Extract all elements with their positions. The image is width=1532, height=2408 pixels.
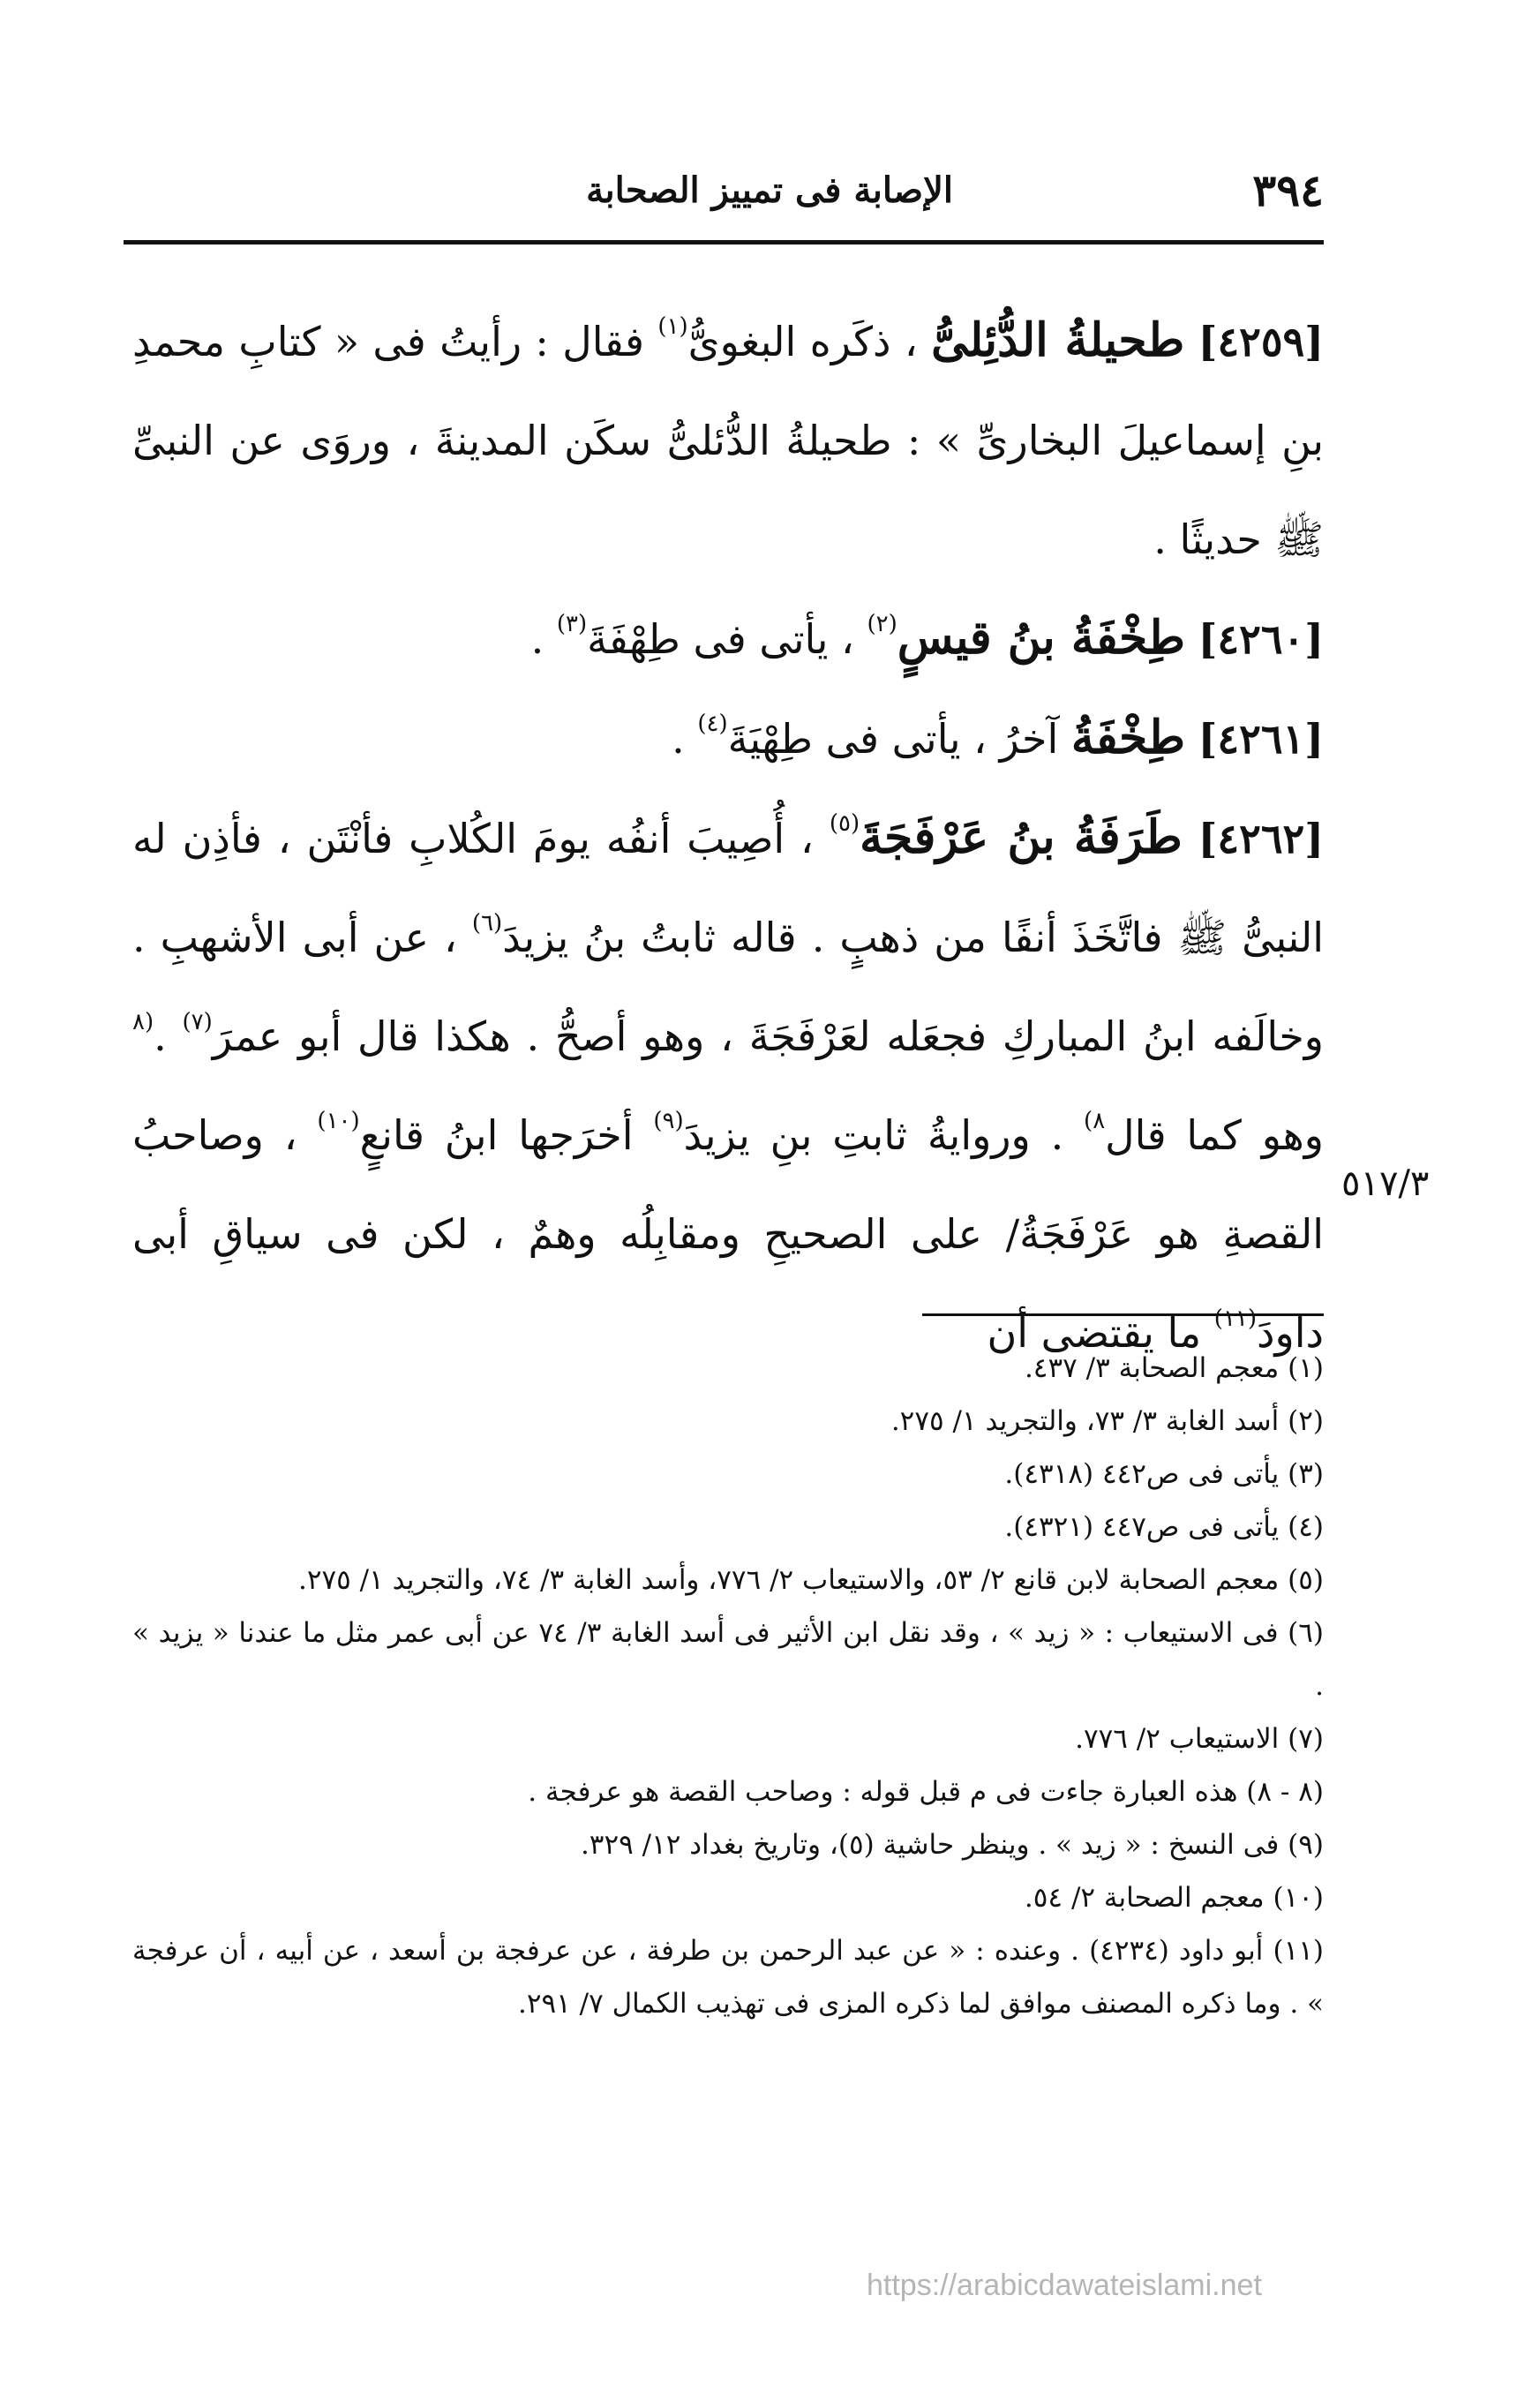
entry-text: ، يأتى فى طِهْفَةَ — [587, 615, 854, 663]
footnote-6: (٦) فى الاستيعاب : « زيد » ، وقد نقل ابن الأثير فى أسد الغابة ٣/ ٧٤ عن أبى عمر مثل ما عندنا « يزيد » . — [132, 1617, 1324, 1702]
entry-name: طِخْفَةُ بنُ قيسٍ — [897, 611, 1186, 665]
footnote-ref: (٣) — [556, 611, 588, 637]
entry-4261 — [132, 689, 1324, 788]
footnote-ref: (١٠) — [317, 1108, 360, 1134]
header-rule — [124, 240, 1324, 245]
page-number: ٣٩٤ — [1252, 164, 1324, 216]
book-title: الإصابة فى تمييز الصحابة — [586, 169, 953, 211]
entry-text: ، أُصِيبَ أنفُه يومَ الكُلابِ فأنْتَن ، فأذِن له النبىُّ ﷺ فاتَّخَذَ أنفًا من ذهبٍ . قاله ثابتُ بنُ يزيدَ — [132, 815, 1324, 961]
footnote-8: (٨ - ٨) هذه العبارة جاءت فى م قبل قوله : وصاحب القصة هو عرفجة . — [528, 1776, 1324, 1808]
entry-text: أخرَجها ابنُ قانعٍ — [359, 1111, 634, 1159]
entry-text: ، وصاحبُ القصةِ هو عَرْفَجَةُ/ على الصحيحِ ومقابِلُه وهمٌ ، لكن فى سياقِ أبى داودَ — [132, 1111, 1324, 1357]
footnote-ref: ٨) — [1084, 1108, 1106, 1134]
entry-text: ما يقتضى أن — [987, 1309, 1202, 1357]
entry-number: [٤٢٦٠] — [1198, 615, 1324, 663]
footnote-2: (٢) أسد الغابة ٣/ ٧٣، والتجريد ١/ ٢٧٥. — [890, 1405, 1324, 1437]
entry-number: [٤٢٦١] — [1198, 715, 1324, 763]
footnote-10: (١٠) معجم الصحابة ٢/ ٥٤. — [1024, 1882, 1324, 1914]
footnote-11: (١١) أبو داود (٤٢٣٤) . وعنده : « عن عبد الرحمن بن طرفة ، عن عرفجة بن أسعد ، عن أبيه ، أن عرفجة » . وما ذكره المصنف موافق لما ذكره المزى فى تهذيب الكمال ٧/ ٢٩١. — [132, 1935, 1324, 2020]
entry-4259 — [132, 291, 1324, 589]
entry-text: . — [154, 1012, 167, 1060]
footnote-rule — [922, 1313, 1324, 1316]
footnote-ref: (٢) — [867, 611, 897, 637]
margin-reference: ٥١٧/٣ — [1341, 1163, 1430, 1204]
entry-name: طِخْفَةُ — [1070, 711, 1186, 764]
page-header — [124, 164, 1324, 217]
entry-text: ، ذكَره البغوىُّ — [687, 318, 918, 365]
entry-text: آخرُ ، يأتى فى طِهْيَةَ — [727, 715, 1059, 763]
footnotes — [132, 1342, 1324, 2030]
footnote-7: (٧) الاستيعاب ٢/ ٧٧٦. — [1075, 1723, 1324, 1755]
footnote-ref: (٦) — [471, 910, 503, 937]
entry-text: وهو كما قال — [1105, 1111, 1325, 1159]
entry-name: طَرَفَةُ بنُ عَرْفَجَةَ — [860, 810, 1183, 864]
footnote-1: (١) معجم الصحابة ٣/ ٤٣٧. — [1024, 1352, 1324, 1384]
footnote-4: (٤) يأتى فى ص٤٤٧ (٤٣٢١). — [1004, 1511, 1324, 1543]
entry-text: ، عن أبى الأشهبِ . وخالَفه ابنُ المباركِ فجعَله لعَرْفَجَةَ ، وهو أصحُّ . هكذا قال أبو عمرَ — [132, 914, 1325, 1060]
footnote-ref: (٨ — [132, 1009, 154, 1035]
entry-number: [٤٢٦٢] — [1198, 815, 1325, 862]
entry-4262 — [132, 788, 1324, 1382]
entry-4260 — [132, 589, 1324, 689]
main-text — [132, 291, 1324, 1382]
entry-text: فقال : رأيتُ فى « كتابِ محمدِ بنِ إسماعيلَ البخارىِّ » : طحيلةُ الدُّئلىُّ سكَن المدينةَ ، وروَى عن النبىِّ ﷺ حديثًا . — [132, 318, 1324, 563]
footnote-ref: (١) — [657, 313, 688, 340]
entry-text: . — [672, 715, 685, 763]
entry-name: طحيلةُ الدُّئِلىُّ — [931, 313, 1185, 367]
footnote-ref: (١١) — [1213, 1306, 1258, 1332]
footnote-ref: (٥) — [829, 810, 860, 837]
entry-text: . وروايةُ ثابتِ بنِ يزيدَ — [683, 1111, 1064, 1159]
footnote-9: (٩) فى النسخ : « زيد » . وينظر حاشية (٥)، وتاريخ بغداد ١٢/ ٣٢٩. — [580, 1829, 1324, 1861]
footnote-5: (٥) معجم الصحابة لابن قانع ٢/ ٥٣، والاستيعاب ٢/ ٧٧٦، وأسد الغابة ٣/ ٧٤، والتجريد ١/ ٢٧٥. — [297, 1564, 1324, 1596]
entry-text: . — [530, 615, 544, 663]
entry-number: [٤٢٥٩] — [1198, 318, 1325, 365]
footnote-3: (٣) يأتى فى ص٤٤٢ (٤٣١٨). — [1004, 1458, 1324, 1490]
watermark-url: https://arabicdawateislami.net — [867, 2269, 1262, 2302]
footnote-ref: (٩) — [653, 1108, 684, 1134]
footnote-ref: (٧) — [182, 1009, 213, 1035]
footnote-ref: (٤) — [697, 711, 728, 737]
